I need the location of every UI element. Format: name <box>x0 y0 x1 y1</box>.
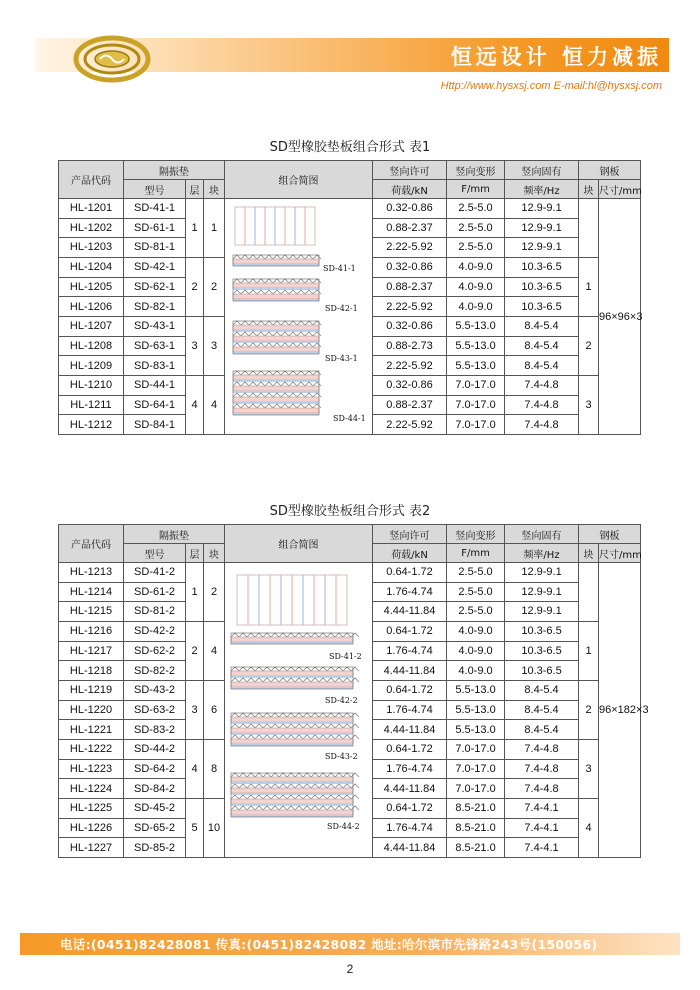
th-vfreq-1: 竖向固有 <box>505 161 579 180</box>
cell-deform: 4.0-9.0 <box>447 621 505 641</box>
th-vfreq-2: 频率/Hz <box>505 180 579 199</box>
th-steel-blocks: 块 <box>579 544 599 563</box>
cell-blocks: 1 <box>204 199 225 258</box>
cell-deform: 2.5-5.0 <box>447 218 505 238</box>
cell-freq: 10.3-6.5 <box>505 621 579 641</box>
cell-freq: 7.4-4.8 <box>505 739 579 759</box>
cell-deform: 2.5-5.0 <box>447 582 505 602</box>
cell-model: SD-43-1 <box>124 316 186 336</box>
pad-stack-side-view <box>233 321 321 354</box>
cell-freq: 12.9-9.1 <box>505 199 579 219</box>
diagram-label: SD-44-1 <box>333 414 366 423</box>
company-logo <box>70 34 154 84</box>
cell-blocks: 4 <box>204 375 225 434</box>
cell-freq: 10.3-6.5 <box>505 661 579 681</box>
th-blocks: 块 <box>204 180 225 199</box>
th-vload-1: 竖向许可 <box>373 525 447 544</box>
th-vfreq-1: 竖向固有 <box>505 525 579 544</box>
cell-layers: 4 <box>186 739 204 798</box>
cell-deform: 5.5-13.0 <box>447 316 505 336</box>
cell-code: HL-1205 <box>59 277 124 297</box>
cell-freq: 7.4-4.8 <box>505 395 579 415</box>
th-model: 型号 <box>124 180 186 199</box>
cell-code: HL-1220 <box>59 700 124 720</box>
cell-deform: 5.5-13.0 <box>447 336 505 356</box>
header-slogan: 恒远设计 恒力减振 <box>450 45 662 69</box>
cell-load: 2.22-5.92 <box>373 238 447 258</box>
cell-model: SD-41-2 <box>124 563 186 583</box>
cell-deform: 5.5-13.0 <box>447 356 505 376</box>
cell-code: HL-1214 <box>59 582 124 602</box>
cell-blocks: 4 <box>204 621 225 680</box>
th-product-code: 产品代码 <box>59 525 124 563</box>
diagram-label: SD-41-1 <box>323 264 356 273</box>
th-diagram: 组合简图 <box>225 161 373 199</box>
cell-load: 4.44-11.84 <box>373 602 447 622</box>
cell-freq: 8.4-5.4 <box>505 680 579 700</box>
cell-load: 0.88-2.37 <box>373 277 447 297</box>
cell-blocks: 8 <box>204 739 225 798</box>
cell-deform: 8.5-21.0 <box>447 818 505 838</box>
cell-code: HL-1210 <box>59 375 124 395</box>
cell-code: HL-1208 <box>59 336 124 356</box>
cell-freq: 8.4-5.4 <box>505 316 579 336</box>
cell-freq: 12.9-9.1 <box>505 238 579 258</box>
cell-freq: 7.4-4.1 <box>505 838 579 858</box>
cell-deform: 7.0-17.0 <box>447 759 505 779</box>
cell-deform: 4.0-9.0 <box>447 641 505 661</box>
cell-steel-blocks: 1 <box>579 621 599 680</box>
cell-freq: 7.4-4.8 <box>505 759 579 779</box>
cell-layers: 2 <box>186 257 204 316</box>
th-vload-2: 荷载/kN <box>373 544 447 563</box>
cell-freq: 10.3-6.5 <box>505 297 579 317</box>
spec-table-1 <box>58 160 641 435</box>
cell-load: 1.76-4.74 <box>373 641 447 661</box>
cell-steel-size: 96×182×3 <box>599 563 641 858</box>
cell-model: SD-62-1 <box>124 277 186 297</box>
cell-deform: 5.5-13.0 <box>447 680 505 700</box>
cell-deform: 8.5-21.0 <box>447 838 505 858</box>
pad-stack-side-view <box>233 279 321 301</box>
cell-code: HL-1226 <box>59 818 124 838</box>
th-blocks: 块 <box>204 544 225 563</box>
spec-table-2 <box>58 524 649 858</box>
th-vload-1: 竖向许可 <box>373 161 447 180</box>
th-vdeform-1: 竖向变形 <box>447 525 505 544</box>
cell-freq: 10.3-6.5 <box>505 641 579 661</box>
cell-steel-blocks: 4 <box>579 798 599 857</box>
th-layers: 层 <box>186 180 204 199</box>
cell-freq: 8.4-5.4 <box>505 356 579 376</box>
th-diagram: 组合简图 <box>225 525 373 563</box>
cell-layers: 3 <box>186 316 204 375</box>
th-vdeform-2: F/mm <box>447 180 505 199</box>
cell-model: SD-81-2 <box>124 602 186 622</box>
cell-model: SD-82-1 <box>124 297 186 317</box>
cell-deform: 7.0-17.0 <box>447 779 505 799</box>
cell-steel-blocks: 2 <box>579 316 599 375</box>
cell-layers: 5 <box>186 798 204 857</box>
cell-deform: 4.0-9.0 <box>447 297 505 317</box>
cell-model: SD-63-1 <box>124 336 186 356</box>
table2-title: SD型橡胶垫板组合形式 表2 <box>269 504 431 519</box>
th-vload-2: 荷载/kN <box>373 180 447 199</box>
cell-code: HL-1213 <box>59 563 124 583</box>
cell-model: SD-42-2 <box>124 621 186 641</box>
cell-steel-size: 96×96×3 <box>599 199 641 435</box>
combination-diagram-1 <box>225 199 373 435</box>
cell-steel-blocks <box>579 199 599 258</box>
cell-code: HL-1223 <box>59 759 124 779</box>
cell-load: 4.44-11.84 <box>373 779 447 799</box>
cell-code: HL-1202 <box>59 218 124 238</box>
cell-deform: 5.5-13.0 <box>447 720 505 740</box>
cell-freq: 10.3-6.5 <box>505 257 579 277</box>
cell-model: SD-62-2 <box>124 641 186 661</box>
cell-deform: 2.5-5.0 <box>447 602 505 622</box>
cell-code: HL-1218 <box>59 661 124 681</box>
cell-freq: 7.4-4.8 <box>505 415 579 435</box>
cell-freq: 7.4-4.8 <box>505 375 579 395</box>
cell-load: 0.32-0.86 <box>373 199 447 219</box>
cell-layers: 4 <box>186 375 204 434</box>
cell-model: SD-44-1 <box>124 375 186 395</box>
cell-freq: 7.4-4.8 <box>505 779 579 799</box>
pad-stack-side-view <box>231 773 359 817</box>
cell-load: 0.64-1.72 <box>373 680 447 700</box>
pad-stack-side-view <box>231 713 359 746</box>
cell-blocks: 2 <box>204 257 225 316</box>
cell-deform: 7.0-17.0 <box>447 375 505 395</box>
cell-blocks: 6 <box>204 680 225 739</box>
cell-steel-blocks: 3 <box>579 739 599 798</box>
cell-load: 1.76-4.74 <box>373 759 447 779</box>
cell-freq: 7.4-4.1 <box>505 818 579 838</box>
cell-model: SD-84-2 <box>124 779 186 799</box>
diagram-label: SD-42-1 <box>325 304 358 313</box>
page-number: 2 <box>346 962 354 976</box>
cell-code: HL-1204 <box>59 257 124 277</box>
cell-deform: 4.0-9.0 <box>447 257 505 277</box>
cell-code: HL-1206 <box>59 297 124 317</box>
cell-code: HL-1221 <box>59 720 124 740</box>
cell-load: 0.64-1.72 <box>373 621 447 641</box>
cell-load: 0.32-0.86 <box>373 316 447 336</box>
cell-model: SD-65-2 <box>124 818 186 838</box>
cell-model: SD-85-2 <box>124 838 186 858</box>
cell-layers: 2 <box>186 621 204 680</box>
cell-load: 1.76-4.74 <box>373 700 447 720</box>
combination-diagram-2 <box>225 563 373 858</box>
cell-deform: 7.0-17.0 <box>447 395 505 415</box>
footer-contact: 电话:(0451)82428081 传真:(0451)82428082 地址:哈尔滨市先锋路243号(150056) <box>60 937 598 952</box>
cell-model: SD-44-2 <box>124 739 186 759</box>
cell-deform: 8.5-21.0 <box>447 798 505 818</box>
th-vdeform-2: F/mm <box>447 544 505 563</box>
th-steel-size: 尺寸/mm <box>599 544 641 563</box>
diagram-label: SD-43-1 <box>325 354 358 363</box>
cell-model: SD-41-1 <box>124 199 186 219</box>
th-isolator: 隔振垫 <box>124 161 225 180</box>
cell-load: 2.22-5.92 <box>373 356 447 376</box>
cell-freq: 8.4-5.4 <box>505 700 579 720</box>
cell-load: 4.44-11.84 <box>373 720 447 740</box>
cell-code: HL-1212 <box>59 415 124 435</box>
cell-model: SD-83-1 <box>124 356 186 376</box>
th-steel: 钢板 <box>579 525 641 544</box>
th-steel: 钢板 <box>579 161 641 180</box>
cell-freq: 7.4-4.1 <box>505 798 579 818</box>
cell-load: 0.32-0.86 <box>373 375 447 395</box>
cell-layers: 1 <box>186 563 204 622</box>
cell-model: SD-64-2 <box>124 759 186 779</box>
pad-top-view <box>235 207 315 245</box>
pad-stack-side-view <box>231 633 359 644</box>
th-model: 型号 <box>124 544 186 563</box>
pad-stack-side-view <box>233 255 321 266</box>
cell-freq: 12.9-9.1 <box>505 582 579 602</box>
cell-code: HL-1215 <box>59 602 124 622</box>
cell-model: SD-42-1 <box>124 257 186 277</box>
cell-load: 0.88-2.73 <box>373 336 447 356</box>
cell-deform: 5.5-13.0 <box>447 700 505 720</box>
cell-model: SD-83-2 <box>124 720 186 740</box>
pad-top-view <box>237 575 347 625</box>
pad-stack-side-view <box>231 667 359 689</box>
cell-deform: 7.0-17.0 <box>447 415 505 435</box>
cell-code: HL-1209 <box>59 356 124 376</box>
cell-model: SD-63-2 <box>124 700 186 720</box>
cell-code: HL-1216 <box>59 621 124 641</box>
th-layers: 层 <box>186 544 204 563</box>
diagram-label: SD-43-2 <box>325 752 358 761</box>
cell-freq: 10.3-6.5 <box>505 277 579 297</box>
cell-layers: 1 <box>186 199 204 258</box>
cell-load: 0.64-1.72 <box>373 563 447 583</box>
cell-code: HL-1207 <box>59 316 124 336</box>
cell-steel-blocks <box>579 563 599 622</box>
cell-code: HL-1201 <box>59 199 124 219</box>
th-steel-size: 尺寸/mm <box>599 180 641 199</box>
cell-blocks: 10 <box>204 798 225 857</box>
diagram-label: SD-42-2 <box>325 696 358 705</box>
cell-load: 0.88-2.37 <box>373 395 447 415</box>
cell-load: 1.76-4.74 <box>373 582 447 602</box>
cell-deform: 2.5-5.0 <box>447 199 505 219</box>
diagram-label: SD-41-2 <box>329 652 362 661</box>
th-isolator: 隔振垫 <box>124 525 225 544</box>
table1-title: SD型橡胶垫板组合形式 表1 <box>269 140 431 155</box>
cell-load: 0.64-1.72 <box>373 739 447 759</box>
cell-model: SD-43-2 <box>124 680 186 700</box>
cell-load: 1.76-4.74 <box>373 818 447 838</box>
cell-load: 4.44-11.84 <box>373 838 447 858</box>
cell-freq: 12.9-9.1 <box>505 218 579 238</box>
cell-steel-blocks: 1 <box>579 257 599 316</box>
cell-model: SD-64-1 <box>124 395 186 415</box>
cell-load: 2.22-5.92 <box>373 415 447 435</box>
cell-code: HL-1225 <box>59 798 124 818</box>
cell-model: SD-84-1 <box>124 415 186 435</box>
th-product-code: 产品代码 <box>59 161 124 199</box>
cell-model: SD-61-1 <box>124 218 186 238</box>
cell-code: HL-1211 <box>59 395 124 415</box>
header-contact: Http://www.hysxsj.com E-mail:hl@hysxsj.com <box>440 80 662 92</box>
cell-code: HL-1203 <box>59 238 124 258</box>
cell-freq: 8.4-5.4 <box>505 720 579 740</box>
diagram-label: SD-44-2 <box>327 822 360 831</box>
cell-load: 0.88-2.37 <box>373 218 447 238</box>
cell-deform: 4.0-9.0 <box>447 661 505 681</box>
th-vfreq-2: 频率/Hz <box>505 544 579 563</box>
cell-load: 0.32-0.86 <box>373 257 447 277</box>
cell-steel-blocks: 3 <box>579 375 599 434</box>
pad-stack-side-view <box>233 371 321 415</box>
cell-freq: 12.9-9.1 <box>505 563 579 583</box>
th-steel-blocks: 块 <box>579 180 599 199</box>
cell-load: 4.44-11.84 <box>373 661 447 681</box>
cell-model: SD-45-2 <box>124 798 186 818</box>
cell-code: HL-1227 <box>59 838 124 858</box>
cell-model: SD-61-2 <box>124 582 186 602</box>
cell-code: HL-1222 <box>59 739 124 759</box>
cell-blocks: 2 <box>204 563 225 622</box>
cell-deform: 2.5-5.0 <box>447 563 505 583</box>
cell-code: HL-1219 <box>59 680 124 700</box>
cell-freq: 12.9-9.1 <box>505 602 579 622</box>
cell-code: HL-1217 <box>59 641 124 661</box>
cell-deform: 7.0-17.0 <box>447 739 505 759</box>
th-vdeform-1: 竖向变形 <box>447 161 505 180</box>
cell-load: 2.22-5.92 <box>373 297 447 317</box>
cell-load: 0.64-1.72 <box>373 798 447 818</box>
cell-freq: 8.4-5.4 <box>505 336 579 356</box>
cell-layers: 3 <box>186 680 204 739</box>
cell-deform: 4.0-9.0 <box>447 277 505 297</box>
cell-steel-blocks: 2 <box>579 680 599 739</box>
cell-blocks: 3 <box>204 316 225 375</box>
cell-code: HL-1224 <box>59 779 124 799</box>
cell-model: SD-82-2 <box>124 661 186 681</box>
cell-model: SD-81-1 <box>124 238 186 258</box>
cell-deform: 2.5-5.0 <box>447 238 505 258</box>
